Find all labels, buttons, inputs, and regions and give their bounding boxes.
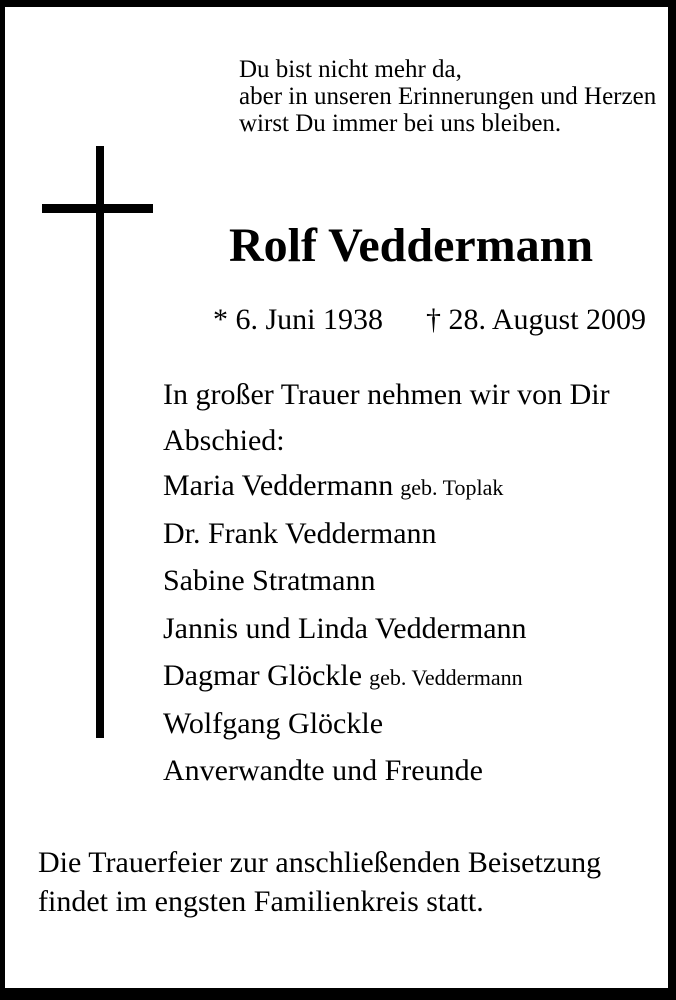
mourner-line: [163, 606, 610, 654]
quote-line: aber in unseren Erinnerungen und Herzen: [239, 83, 657, 110]
funeral-info-line: Die Trauerfeier zur anschließenden Beisetzung: [38, 846, 602, 879]
cross-horizontal-bar: [42, 204, 153, 213]
death-date: † 28. August 2009: [426, 303, 647, 336]
quote-line: wirst Du immer bei uns bleiben.: [239, 110, 562, 137]
intro-line: Abschied:: [163, 423, 285, 457]
mourner-line: [163, 701, 610, 749]
mourner-name: Sabine Stratmann: [163, 564, 376, 597]
mourner-name: Dagmar Glöckle: [163, 659, 363, 692]
mourner-name: Jannis und Linda Veddermann: [163, 611, 527, 645]
life-dates: [213, 302, 646, 338]
mourner-name: Anverwandte und Freunde: [163, 754, 483, 787]
funeral-info-line: findet im engsten Familienkreis statt.: [38, 884, 484, 918]
memorial-quote: [239, 56, 656, 137]
intro-line: In großer Trauer nehmen wir von Dir: [163, 378, 610, 411]
funeral-info: [38, 844, 601, 921]
mourner-maiden-name: geb. Toplak: [400, 475, 504, 500]
mourner-name: Maria Veddermann: [163, 469, 394, 502]
mourner-line: [163, 653, 610, 701]
mourner-name: Dr. Frank Veddermann: [163, 516, 437, 550]
mourners-list: [163, 372, 610, 796]
mourner-line: [163, 748, 610, 796]
mourner-line: [163, 558, 610, 606]
mourner-name: Wolfgang Glöckle: [163, 706, 384, 740]
mourner-maiden-name: geb. Veddermann: [369, 665, 523, 690]
mourner-line: [163, 463, 610, 511]
quote-line: Du bist nicht mehr da,: [239, 56, 462, 83]
birth-date: * 6. Juni 1938: [213, 303, 384, 336]
cross-vertical-bar: [96, 146, 104, 738]
deceased-name: Rolf Veddermann: [229, 219, 594, 272]
mourner-line: [163, 511, 610, 559]
